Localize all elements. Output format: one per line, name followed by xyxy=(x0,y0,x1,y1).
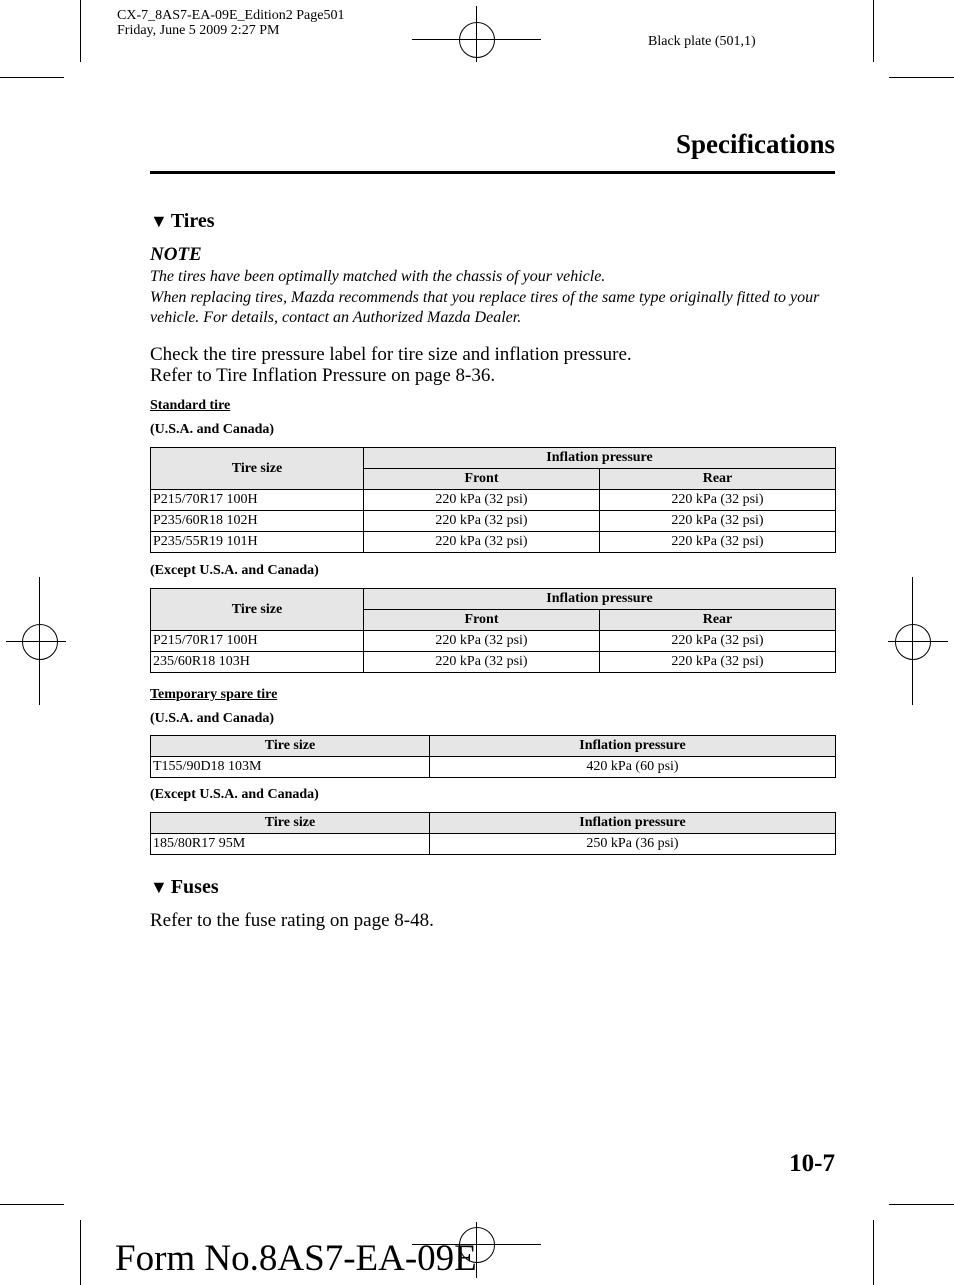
standard-except-table xyxy=(150,588,836,673)
col-inflation-pressure: Inflation pressure xyxy=(430,736,836,757)
note-heading: NOTE xyxy=(150,244,202,265)
cell-tire-size: P235/55R19 101H xyxy=(151,532,364,553)
spare-usa-table xyxy=(150,735,836,778)
tires-heading xyxy=(150,210,215,233)
col-inflation-pressure: Inflation pressure xyxy=(364,448,836,469)
table-row xyxy=(151,757,836,778)
note-line-2: When replacing tires, Mazda recommends that you replace tires of the same type originally fitted to your vehicle. For details, contact an Authorized Mazda Dealer. xyxy=(150,288,820,326)
cell-tire-size: 235/60R18 103H xyxy=(151,652,364,673)
cell-rear: 220 kPa (32 psi) xyxy=(600,511,836,532)
spare-except-label: (Except U.S.A. and Canada) xyxy=(150,787,319,802)
triangle-down-icon: ▼ xyxy=(150,211,168,231)
tires-body xyxy=(150,344,632,386)
cell-tire-size: P215/70R17 100H xyxy=(151,490,364,511)
cell-rear: 220 kPa (32 psi) xyxy=(600,490,836,511)
cell-front: 220 kPa (32 psi) xyxy=(364,652,600,673)
col-inflation-pressure: Inflation pressure xyxy=(430,813,836,834)
tires-heading-text: Tires xyxy=(170,210,215,232)
col-tire-size: Tire size xyxy=(151,448,364,490)
fuses-heading-text: Fuses xyxy=(170,876,219,898)
form-number: Form No.8AS7-EA-09E xyxy=(115,1238,477,1279)
cell-rear: 220 kPa (32 psi) xyxy=(600,652,836,673)
table-row xyxy=(151,834,836,855)
cell-rear: 220 kPa (32 psi) xyxy=(600,631,836,652)
plate-label: Black plate (501,1) xyxy=(648,34,756,49)
page-number: 10-7 xyxy=(789,1150,835,1177)
tires-body-line-2: Refer to Tire Inflation Pressure on page 8-36. xyxy=(150,365,496,386)
triangle-down-icon: ▼ xyxy=(150,877,168,897)
col-rear: Rear xyxy=(600,610,836,631)
cell-front: 220 kPa (32 psi) xyxy=(364,532,600,553)
cell-tire-size: 185/80R17 95M xyxy=(151,834,430,855)
tires-body-line-1: Check the tire pressure label for tire size and inflation pressure. xyxy=(150,344,632,365)
table-row xyxy=(151,511,836,532)
cell-tire-size: P215/70R17 100H xyxy=(151,631,364,652)
chapter-title: Specifications xyxy=(676,129,835,159)
standard-tire-label: Standard tire xyxy=(150,398,231,413)
spare-usa-label: (U.S.A. and Canada) xyxy=(150,711,275,726)
note-line-1: The tires have been optimally matched with the chassis of your vehicle. xyxy=(150,268,606,285)
col-front: Front xyxy=(364,610,600,631)
note-text xyxy=(150,267,840,329)
cell-tire-size: T155/90D18 103M xyxy=(151,757,430,778)
fuses-body: Refer to the fuse rating on page 8-48. xyxy=(150,910,434,931)
cell-front: 220 kPa (32 psi) xyxy=(364,631,600,652)
print-header-line1: CX-7_8AS7-EA-09E_Edition2 Page501 xyxy=(117,8,345,23)
standard-usa-label: (U.S.A. and Canada) xyxy=(150,422,275,437)
cell-front: 220 kPa (32 psi) xyxy=(364,511,600,532)
cell-rear: 220 kPa (32 psi) xyxy=(600,532,836,553)
table-row xyxy=(151,490,836,511)
table-row xyxy=(151,652,836,673)
col-tire-size: Tire size xyxy=(151,589,364,631)
cell-tire-size: P235/60R18 102H xyxy=(151,511,364,532)
table-row xyxy=(151,631,836,652)
cell-inflation: 420 kPa (60 psi) xyxy=(430,757,836,778)
col-inflation-pressure: Inflation pressure xyxy=(364,589,836,610)
fuses-heading xyxy=(150,876,219,899)
title-rule xyxy=(150,171,835,174)
col-tire-size: Tire size xyxy=(151,736,430,757)
col-tire-size: Tire size xyxy=(151,813,430,834)
print-header-line2: Friday, June 5 2009 2:27 PM xyxy=(117,23,280,38)
spare-tire-label: Temporary spare tire xyxy=(150,687,278,702)
cell-front: 220 kPa (32 psi) xyxy=(364,490,600,511)
standard-usa-table xyxy=(150,447,836,553)
col-front: Front xyxy=(364,469,600,490)
table-row xyxy=(151,532,836,553)
print-header-info xyxy=(117,8,344,38)
col-rear: Rear xyxy=(600,469,836,490)
spare-except-table xyxy=(150,812,836,855)
cell-inflation: 250 kPa (36 psi) xyxy=(430,834,836,855)
standard-except-label: (Except U.S.A. and Canada) xyxy=(150,563,319,578)
